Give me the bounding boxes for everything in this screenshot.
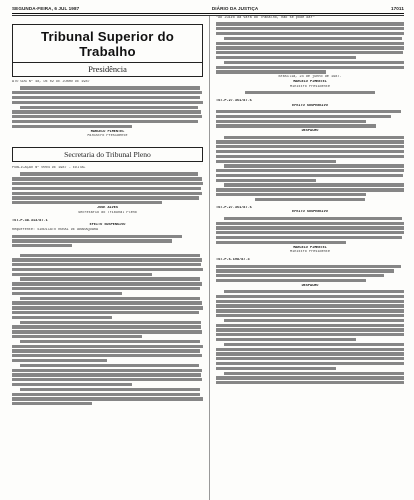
text-line <box>216 140 404 143</box>
text-line <box>12 369 202 372</box>
text-line <box>12 330 202 333</box>
text-line <box>216 324 404 327</box>
text-line <box>216 328 404 331</box>
text-line <box>12 287 200 290</box>
signature-name: MARCELO PIMENTEL <box>293 79 327 84</box>
text-line <box>224 290 404 293</box>
text-line <box>216 348 404 351</box>
text-line <box>12 258 202 261</box>
text-line <box>12 373 201 376</box>
text-line <box>224 164 404 167</box>
text-line <box>20 297 200 300</box>
text-line <box>216 357 404 360</box>
text-line <box>12 91 202 94</box>
text-line <box>12 359 107 362</box>
text-line <box>12 268 203 271</box>
text-line <box>12 115 202 118</box>
left-column <box>12 16 203 500</box>
text-line <box>216 265 401 268</box>
process-number: TST-P-5.198/87.3 <box>215 258 250 263</box>
text-line <box>12 301 202 304</box>
text-line <box>216 188 404 191</box>
tribunal-title: Tribunal Superior do Trabalho <box>41 29 174 59</box>
process-type: EFEITO SUSPENSIVO <box>292 210 328 215</box>
header-journal: DIÁRIO DA JUSTIÇA <box>211 6 259 11</box>
text-line <box>20 172 198 175</box>
text-line <box>12 192 202 195</box>
text-line <box>216 179 316 182</box>
text-line <box>12 397 203 400</box>
text-line <box>12 383 132 386</box>
text-line <box>216 300 404 303</box>
presidencia-heading: Presidência <box>12 63 203 77</box>
text-line <box>12 345 203 348</box>
text-line <box>12 292 122 295</box>
text-line <box>12 273 152 276</box>
text-line <box>12 196 199 199</box>
text-line <box>216 27 404 30</box>
text-line <box>216 193 366 196</box>
text-line <box>216 110 401 113</box>
tribunal-title-box <box>12 24 203 63</box>
text-line <box>20 340 200 343</box>
text-line <box>224 372 404 375</box>
text-line <box>12 235 182 238</box>
signature-title: Ministro Presidente <box>87 134 128 139</box>
text-line <box>216 66 404 69</box>
right-column <box>209 16 404 500</box>
text-line <box>12 311 199 314</box>
text-line <box>216 222 404 225</box>
process-type: EFEITO SUSPENSIVO <box>292 103 328 108</box>
running-header <box>12 6 404 11</box>
text-line <box>216 376 404 379</box>
text-line <box>216 367 336 370</box>
text-line <box>255 198 365 201</box>
text-line <box>216 236 402 239</box>
text-line <box>216 333 404 336</box>
text-line <box>224 37 402 40</box>
text-line <box>224 183 404 186</box>
text-line <box>216 124 376 127</box>
despacho-heading: DESPACHO <box>301 283 319 288</box>
text-line <box>12 101 203 104</box>
header-rule <box>12 13 404 14</box>
text-line <box>216 269 394 272</box>
text-line <box>12 177 202 180</box>
process-number: TST-P-38.313/87.1 <box>12 218 48 223</box>
text-line <box>224 61 404 64</box>
signature-title: Ministro Presidente <box>290 250 330 255</box>
text-line <box>216 231 404 234</box>
text-line <box>20 254 200 257</box>
date-line: Brasília, 24 de junho de 1987. <box>278 75 342 80</box>
text-line <box>216 115 391 118</box>
text-line <box>12 354 202 357</box>
text-line <box>216 338 356 341</box>
process-number: TST-P-27.361/87.5 <box>215 98 252 103</box>
continuation-line: "Ao Juízo da Vara do Trabalho, não se pode dar" <box>215 16 315 20</box>
text-line <box>12 263 201 266</box>
text-line <box>216 169 404 172</box>
text-line <box>12 120 198 123</box>
text-line <box>216 160 336 163</box>
text-line <box>216 295 404 298</box>
signature-name: MARCELO PIMENTEL <box>293 245 327 250</box>
text-line <box>12 349 200 352</box>
columns <box>12 16 404 500</box>
text-line <box>12 335 142 338</box>
text-line <box>216 51 403 54</box>
text-line <box>216 352 404 355</box>
text-line <box>216 42 404 45</box>
secretaria-heading: Secretaria do Tribunal Pleno <box>12 147 203 162</box>
text-line <box>12 187 201 190</box>
signature-title: Ministro Presidente <box>290 84 330 89</box>
text-line <box>20 106 198 109</box>
text-line <box>224 217 402 220</box>
text-line <box>12 402 92 405</box>
text-line <box>216 70 326 73</box>
header-date: SEGUNDA-FEIRA, 6 JUL 1987 <box>12 6 80 11</box>
signature-name: JOSÉ ALVES <box>96 206 118 211</box>
despacho-heading: DESPACHO <box>301 129 319 134</box>
text-line <box>224 319 404 322</box>
text-line <box>12 316 112 319</box>
edital-line: PUBLICAÇÃO Nº 0004 DE 1987 - EDITAL <box>12 166 86 171</box>
text-line <box>216 274 384 277</box>
text-line <box>20 277 200 280</box>
text-line <box>12 96 200 99</box>
text-line <box>216 46 404 49</box>
text-line <box>216 155 404 158</box>
text-line <box>224 136 404 139</box>
text-line <box>12 239 172 242</box>
text-line <box>20 364 199 367</box>
ato-line: ATO GDG Nº 48, DE 02 DE JUNHO DE 1987 <box>12 80 90 84</box>
text-line <box>12 125 132 128</box>
text-line <box>20 321 201 324</box>
text-line <box>224 343 404 346</box>
text-line <box>216 226 404 229</box>
text-line <box>20 388 200 391</box>
text-line <box>216 145 404 148</box>
text-line <box>216 174 403 177</box>
text-line <box>216 241 346 244</box>
text-line <box>216 314 404 317</box>
text-line <box>216 304 404 307</box>
text-line <box>216 279 366 282</box>
text-line <box>216 381 404 384</box>
text-line <box>12 393 200 396</box>
text-line <box>216 56 356 59</box>
text-line <box>245 91 375 94</box>
process-number: TST-P-27.361/87.5 <box>215 205 252 210</box>
requerente-line: Requerente: SINDICATO RURAL DE ARARAQUARA <box>12 228 99 233</box>
text-line <box>216 150 404 153</box>
header-page-number: 17011 <box>390 6 404 11</box>
text-line <box>12 110 201 113</box>
text-line <box>12 201 162 204</box>
text-line <box>216 32 404 35</box>
text-line <box>216 309 404 312</box>
text-line <box>12 182 203 185</box>
text-line <box>216 362 404 365</box>
text-line <box>216 22 404 25</box>
text-line <box>12 244 72 247</box>
text-line <box>12 325 201 328</box>
text-line <box>12 306 203 309</box>
text-line <box>20 86 200 89</box>
text-line <box>12 378 202 381</box>
signature-title: Secretário do Tribunal Pleno <box>78 210 137 215</box>
process-type: EFEITO SUSPENSIVO <box>89 223 126 228</box>
signature-name: MARCELO PIMENTEL <box>90 129 125 134</box>
text-line <box>12 282 202 285</box>
text-line <box>216 120 366 123</box>
